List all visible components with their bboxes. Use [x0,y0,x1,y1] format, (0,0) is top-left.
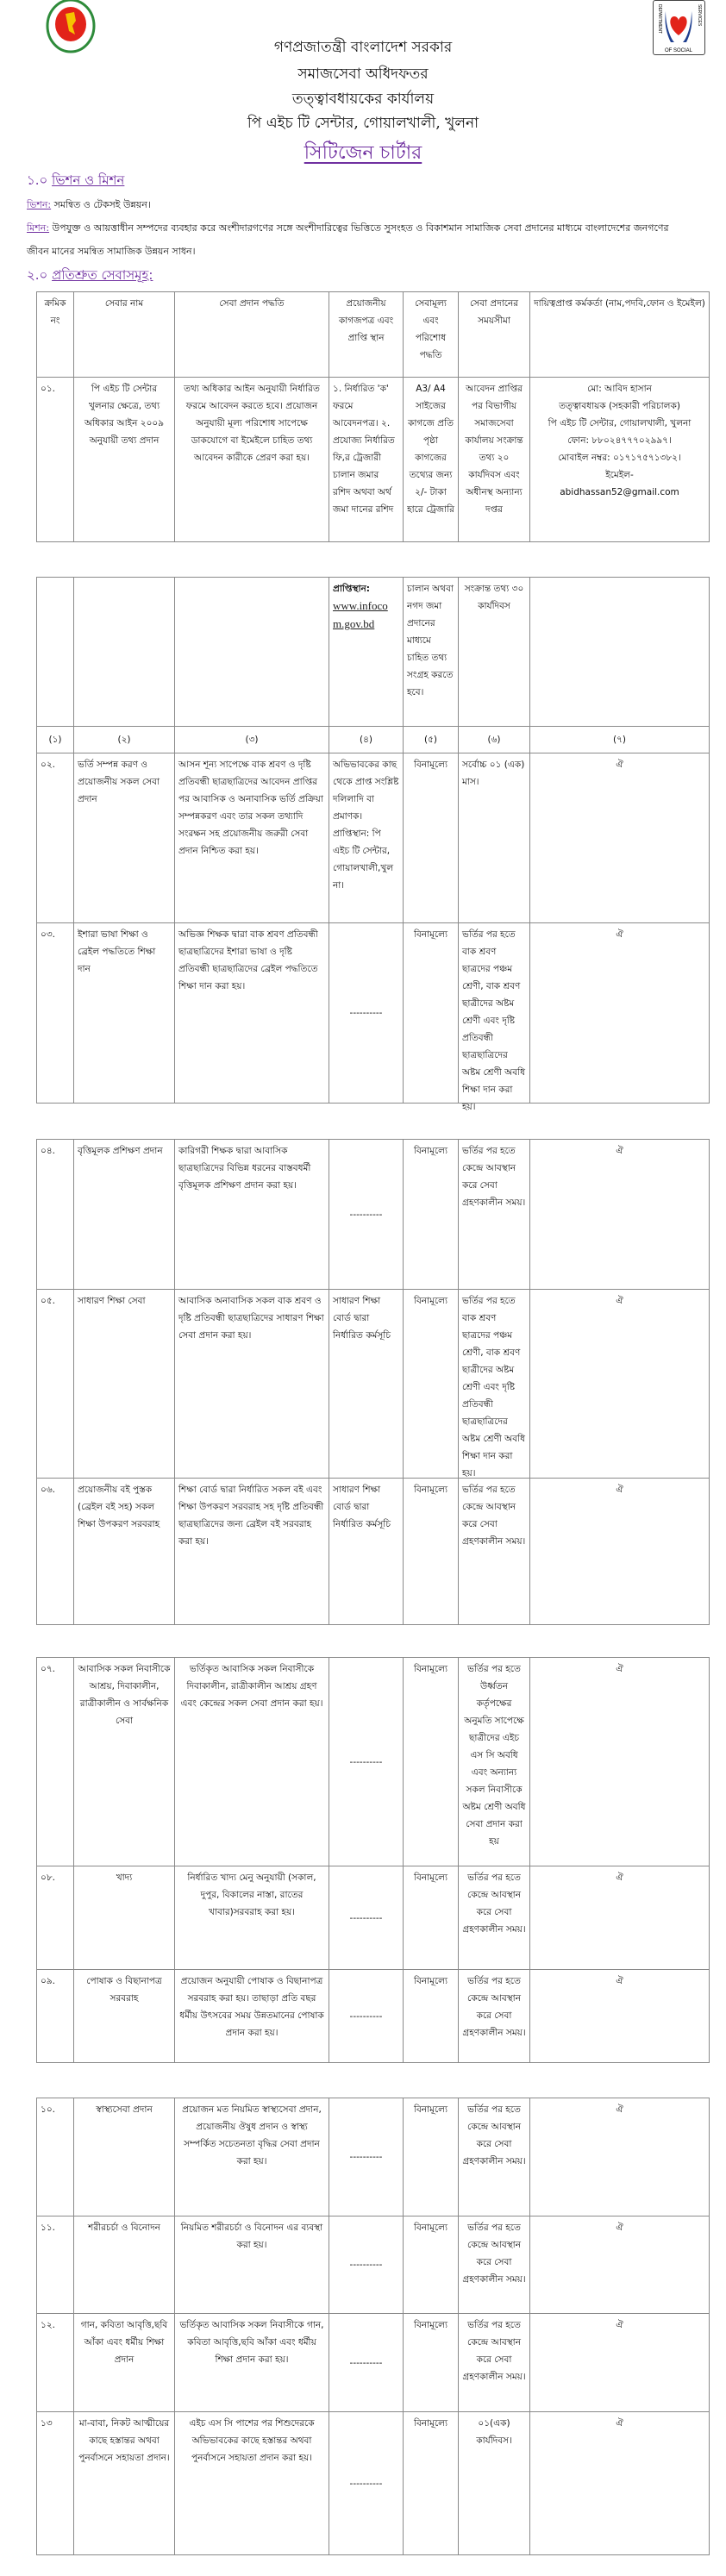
office-address: পি এইচ টি সেন্টার, গোয়ালখালী, খুলনা [247,115,479,132]
time-cell [459,753,530,923]
method-cell-content: তথ্য অধিকার আইন অনুযায়ী নির্ধারিত ফরমে আবেদন করতে হবে। প্রয়োজন অনুযায়ী মূল্য পরিশোধ সাপেক্ষে ডাকযোগে বা ইমেইলে চাহিত তথ্য আবেদন কারীকে প্রেরণ করা হয়। [184,384,320,463]
time-cell-content: ০১(এক) কার্যদিবস। [476,2418,512,2446]
column-number-content: (৫) [423,735,437,745]
sl-cell-content: ০৯. [41,1976,55,1986]
officer-mobile: মোবাইল নম্বর: ০১৭১৭৫৭১৩৮২। [558,453,681,463]
time-cell-content: ভর্তির পর হতে কেন্দ্রে আবস্থান করে সেবা গ্রহণকালীন সময়। [462,2104,526,2166]
method-cell [175,2412,329,2555]
empty-cell [37,578,74,727]
column-header [404,292,459,378]
officer-cell-content: ঐ [616,1146,623,1156]
docs-cell [329,378,404,542]
sl-cell [37,2216,74,2314]
time-cell-content: ভর্তির পর হতে কেন্দ্রে আবস্থান করে সেবা গ্রহণকালীন সময়। [462,2320,526,2382]
column-header [530,292,710,378]
method-cell [175,2314,329,2412]
empty-cell-content [74,578,174,726]
table-row [37,2216,710,2314]
officer-cell-content [530,378,709,541]
column-header [175,292,329,378]
name-cell-content: ইশারা ভাষা শিক্ষা ও ব্রেইল পদ্ধতিতে শিক্ষা দান [78,929,156,974]
name-cell [74,2216,175,2314]
method-cell-content: ভর্তিকৃত আবাসিক সকল নিবাসীকে দিবাকালীন, রাত্রীকালীন আশ্রয় গ্রহণ এবং কেন্দ্রের সকল সেবা প্রদান করা হয়। [180,1664,323,1709]
fee-cell [404,1479,459,1625]
time-cell-content: ভর্তির পর হতে বাক শ্রবণ ছাত্রদের পঞ্চম শ্রেণী, বাক শ্রবণ ছাত্রীদের অষ্টম শ্রেণী এবং দৃষ্টি প্রতিবন্ধী ছাত্রছাত্রিদের অষ্টম শ্রেণী অবধি শিক্ষা দান করা হয়। [462,929,525,1112]
time-cell [459,578,530,727]
docs-cell [329,2098,404,2216]
time-cell [459,2098,530,2216]
docs-cell-content: ---------- [349,1008,383,1018]
method-cell-content: প্রয়োজন মত নিয়মিত স্বাস্থ্যসেবা প্রদান, প্রয়োজনীয় ঔষুধ প্রদান ও স্বাস্থ্য সম্পর্কিত সচেতনতা বৃদ্ধির সেবা প্রদান করা হয়। [182,2104,322,2166]
sl-cell-content: ১১. [41,2223,55,2233]
time-cell-content: ভর্তির পর হতে উর্ধ্বতন কর্তৃপক্ষের অনুমতি সাপেক্ষে ছাত্রীদের এইচ এস সি অবধি এবং অন্যান্য সকল নিবাসীকে অষ্টম শ্রেণী অবধি সেবা প্রদান করা হয় [462,1664,526,1847]
name-cell-content: পোষাক ও বিছানাপত্র সরবরাহ [86,1976,162,2004]
empty-cell [530,578,710,727]
svg-text:SERVICES: SERVICES [697,4,702,27]
name-cell [74,1866,175,1970]
officer-address: পি এইচ টি সেন্টার, গোয়ালখালী, খুলনা [548,418,692,428]
name-cell [74,1290,175,1479]
time-cell [459,1866,530,1970]
name-cell-content: বৃত্তিমূলক প্রশিক্ষণ প্রদান [78,1146,163,1156]
vision-text: সমন্বিত ও টেকসই উন্নয়ন। [53,199,151,210]
empty-cell [74,578,175,727]
officer-cell-content: ঐ [616,1296,623,1306]
table-header-row [37,292,710,378]
sl-cell [37,1658,74,1866]
services-table [36,1139,710,1625]
table-row [37,378,710,542]
method-cell-content: নির্ধারিত খাদ্য মেনু অনুযায়ী (সকাল, দুপুর, বিকালের নাস্তা, রাতের খাবার)সরবরাহ করা হয়। [187,1873,316,1917]
table-row [37,1866,710,1970]
name-cell-content: মা-বাবা, নিকট আত্মীয়ের কাছে হস্তান্তর অথবা পুনর্বাসনে সহায়তা প্রদান। [78,2418,170,2463]
fee-cell [404,1658,459,1866]
fee-cell [404,2314,459,2412]
name-cell [74,378,175,542]
name-cell [74,2412,175,2555]
sl-cell [37,378,74,542]
name-cell [74,1970,175,2063]
sl-cell-content: ০৬. [41,1485,55,1495]
time-cell [459,378,530,542]
column-header-content: দায়িত্বপ্রাপ্ত কর্মকর্তা (নাম,পদবি,ফোন ও ইমেইল) [534,298,705,309]
column-header-content: সেবা প্রদান পদ্ধতি [219,298,285,309]
docs-cell [329,2412,404,2555]
officer-cell [530,753,710,923]
column-number [329,727,404,753]
officer-cell-content: ঐ [616,929,623,940]
fee-cell-content: বিনামূল্যে [413,1976,448,1986]
officer-cell [530,2216,710,2314]
time-cell-content: সংক্রান্ত তথ্য ৩০ কার্যদিবস [464,584,524,611]
column-number-content: (২) [117,735,131,745]
docs-cell-content [329,578,403,726]
mission-label: মিশন: [27,222,50,234]
docs-cell [329,1140,404,1290]
officer-cell [530,2412,710,2555]
officer-cell [530,923,710,1104]
name-cell [74,2314,175,2412]
method-cell [175,1479,329,1625]
section-title: প্রতিশ্রুত সেবাসমূহ: [52,267,153,283]
officer-cell [530,1866,710,1970]
fee-cell [404,753,459,923]
method-cell-content: আসন শূন্য সাপেক্ষে বাক শ্রবণ ও দৃষ্টি প্রতিবন্ধী ছাত্রছাত্রিদের আবেদন প্রাপ্তির পর আবাসিক ও অনাবাসিক ভর্তি প্রক্রিয়া সম্পন্নকরণ এবং তার সকল তথ্যাদি সংরক্ষন সহ প্রয়োজনীয় জরুরী সেবা প্রদান নিশ্চিত করা হয়। [178,760,323,856]
name-cell-content: স্বাস্থ্যসেবা প্রদান [96,2104,153,2115]
section-title: ভিশন ও মিশন [52,172,125,188]
method-cell-content: শিক্ষা বোর্ড দ্বারা নির্ধারিত সকল বই এবং শিক্ষা উপকরণ সরবরাহ সহ দৃষ্টি প্রতিবন্ধী ছাত্রছাত্রিদের জন্য ব্রেইল বই সরবরাহ করা হয়। [178,1485,324,1547]
docs-cell [329,1970,404,2063]
page-title [0,138,726,170]
sl-cell-content: ১২. [41,2320,55,2330]
fee-cell-content: বিনামূল্যে [413,2104,448,2115]
table-row [37,1970,710,2063]
fee-cell [404,1140,459,1290]
officer-cell-content: ঐ [616,2223,623,2233]
time-cell-content: ভর্তির পর হতে কেন্দ্রে আবস্থান করে সেবা গ্রহণকালীন সময়। [462,1146,526,1208]
table-row-continued [37,578,710,727]
docs-cell [329,578,404,727]
docs-cell-content: ---------- [349,2260,383,2270]
sl-cell-content: ০৪. [41,1146,55,1156]
officer-cell [530,1290,710,1479]
column-number [175,727,329,753]
sl-cell-content: ০২. [41,760,55,770]
name-cell-content: খাদ্য [116,1873,133,1883]
table-row [37,923,710,1104]
docs-cell-content: ---------- [349,2357,383,2368]
docs-cell-content: ১. নির্ধারিত 'ক' ফরমে আবেদনপত্র। ২. প্রযোজ্য নির্ধারিত ফি,র ট্রেজারী চালান জমার রশিদ অথবা অর্থ জমা দানের রশিদ [333,384,395,515]
fee-cell [404,923,459,1104]
method-cell [175,1970,329,2063]
sl-cell-content: ০৮. [41,1873,55,1883]
name-cell [74,1479,175,1625]
method-cell-content: কারিগরী শিক্ষক দ্বারা আবাসিক ছাত্রছাত্রিদের বিভিন্ন ধরনের বাস্তবধর্মী বৃত্তিমূলক প্রশিক্ষণ প্রদান করা হয়। [178,1146,311,1191]
table-row [37,2098,710,2216]
time-cell-content: ভর্তির পর হতে বাক শ্রবণ ছাত্রদের পঞ্চম শ্রেণী, বাক শ্রবণ ছাত্রীদের অষ্টম শ্রেণী এবং দৃষ্টি প্রতিবন্ধী ছাত্রছাত্রিদের অষ্টম শ্রেণী অবধি শিক্ষা দান করা হয়। [462,1296,525,1479]
fee-cell [404,2098,459,2216]
fee-cell-content: বিনামূল্যে [413,929,448,940]
fee-cell [404,1970,459,2063]
docs-cell [329,1290,404,1479]
name-cell-content: পি এইচ টি সেন্টার খুলনার ক্ষেত্রে, তথ্য অধিকার আইন ২০০৯ অনুযায়ী তথ্য প্রদান [84,384,165,446]
time-cell-content: ভর্তির পর হতে কেন্দ্রে আবস্থান করে সেবা গ্রহণকালীন সময়। [462,2223,526,2285]
name-cell-content: গান, কবিতা আবৃত্তি,ছবি আঁকা এবং ধর্মীয় শিক্ষা প্রদান [80,2320,168,2365]
column-header [37,292,74,378]
method-cell [175,1866,329,1970]
table-row [37,1479,710,1625]
name-cell-content: সাধারণ শিক্ষা সেবা [78,1296,146,1306]
time-cell-content: সর্বোচ্চ ০১ (এক) মাস। [462,760,525,787]
table-row [37,753,710,923]
mission-paragraph [27,216,682,263]
docs-cell [329,2314,404,2412]
officer-cell-content: ঐ [616,1664,623,1674]
method-cell [175,2098,329,2216]
docs-cell [329,753,404,923]
fee-cell-content: বিনামূল্যে [413,1873,448,1883]
officer-name: মো: আবিদ হাসান [587,384,652,394]
time-cell [459,2216,530,2314]
sl-cell [37,1479,74,1625]
column-number-content: (১) [48,735,62,745]
fee-cell-content: বিনামূল্যে [413,1664,448,1674]
fee-cell [404,378,459,542]
method-cell-content: প্রয়োজন অনুযায়ী পোষাক ও বিছানাপত্র সরবরাহ করা হয়। তাছাড়া প্রতি বছর ধর্মীয় উৎসবের সময় উন্নতমানের পোষাক প্রদান করা হয়। [179,1976,324,2038]
vision-label: ভিশন: [27,199,52,210]
table-row [37,2314,710,2412]
officer-cell-content: ঐ [616,2320,623,2330]
docs-cell [329,1479,404,1625]
name-cell [74,753,175,923]
name-cell [74,2098,175,2216]
docs-cell-content: ---------- [349,1756,383,1767]
name-cell-content: শরীরচর্চা ও বিনোদন [88,2223,160,2233]
mission-text: উপযুক্ত ও আয়ত্তাধীন সম্পদের ব্যবহার করে অংশীদারগণের সঙ্গে অংশীদারিত্বের ভিত্তিতে সুসংহত ও বিকাশমান সামাজিক সেবা প্রদানের মাধ্যমে বাংলাদেশের জনগণের জীবন মানের সমন্বিত সামাজিক উন্নয়ন সাধন। [27,222,669,257]
sl-cell-content: ১৩ [41,2418,53,2429]
method-cell [175,1140,329,1290]
officer-email: abidhassan52@gmail.com [560,487,679,497]
infocom-link[interactable]: www.infocom.gov.bd [333,599,388,630]
column-header [459,292,530,378]
officer-email-label: ইমেইল- [605,470,634,480]
officer-cell-content: ঐ [616,2418,623,2429]
time-cell [459,1479,530,1625]
method-cell [175,1290,329,1479]
section-number: ২.০ [27,267,48,283]
sl-cell-content: ১০. [41,2104,55,2115]
sl-cell-content: ০৫. [41,1296,55,1306]
fee-cell-content: চালান অথবা নগদ জমা প্রদানের মাধ্যমে চাহিত তথ্য সংগ্রহ করতে হবে। [407,584,454,697]
method-cell [175,1658,329,1866]
method-cell [175,923,329,1104]
officer-cell [530,1479,710,1625]
time-cell [459,1290,530,1479]
fee-cell [404,1866,459,1970]
time-cell [459,1970,530,2063]
time-cell [459,923,530,1112]
empty-cell [175,578,329,727]
officer-cell [530,1140,710,1290]
fee-cell [404,1290,459,1479]
table-row [37,2412,710,2555]
vision-paragraph [27,193,682,216]
table-row [37,1140,710,1290]
column-number [37,727,74,753]
sl-cell [37,2412,74,2555]
fee-cell-content: বিনামূল্যে [413,2320,448,2330]
time-cell [459,2314,530,2412]
officer-cell-content: ঐ [616,1485,623,1495]
sl-cell [37,923,74,1104]
services-table [36,2098,710,2555]
officer-cell [530,1658,710,1866]
column-number-content: (৪) [359,735,372,745]
officer-cell [530,2098,710,2216]
name-cell [74,923,175,1104]
method-cell-content: অভিজ্ঞ শিক্ষক দ্বারা বাক শ্রবণ প্রতিবন্ধী ছাত্রছাত্রিদের ইশারা ভাষা ও দৃষ্টি প্রতিবন্ধী ছাত্রছাত্রিদের ব্রেইল পদ্ধতিতে শিক্ষা দান করা হয়। [178,929,318,991]
docs-cell-content: অভিভাবকের কাছ থেকে প্রাপ্ত সংশ্লিষ্ট দলিলাদি বা প্রমাণক। প্রাপ্তিস্থান: পি এইচ টি সেন্টার, গোয়ালখালী,খুলনা। [333,760,399,891]
column-number-content: (৭) [612,735,627,745]
services-table [36,1657,710,2063]
name-cell-content: ভর্তি সম্পন্ন করণ ও প্রয়োজনীয় সকল সেবা প্রদান [78,760,160,804]
column-number-content: (৬) [487,735,501,745]
docs-cell [329,1658,404,1866]
sl-cell-content: ০১. [41,384,55,394]
sl-cell [37,2314,74,2412]
sl-cell [37,753,74,923]
fee-cell-content: বিনামূল্যে [413,2418,448,2429]
office-name: তত্ত্বাবধায়কের কার্যালয় [291,91,435,108]
sl-cell [37,1970,74,2063]
method-cell-content: আবাসিক অনাবাসিক সকল বাক শ্রবণ ও দৃষ্টি প্রতিবন্ধী ছাত্রছাত্রিদের সাধারণ শিক্ষা সেবা প্রদান করা হয়। [178,1296,324,1341]
empty-cell-content [530,578,709,726]
name-cell-content: আবাসিক সকল নিবাসীকে আশ্রয়, দিবাকালীন, রাত্রীকালীন ও সার্বক্ষনিক সেবা [78,1664,171,1726]
column-number [530,727,710,753]
directorate-name: সমাজসেবা অধিদফতর [297,66,429,83]
column-header [74,292,175,378]
method-cell [175,378,329,542]
empty-cell-content [175,578,329,726]
officer-cell-content: ঐ [616,1976,623,1986]
services-heading [27,266,153,287]
time-cell [459,1140,530,1290]
name-cell [74,1140,175,1290]
docs-cell [329,2216,404,2314]
sl-cell-content: ০৩. [41,929,55,940]
column-header [329,292,404,378]
docs-cell-content: ---------- [349,1209,383,1220]
column-number [459,727,530,753]
officer-cell [530,378,710,542]
sl-cell [37,1140,74,1290]
sl-cell [37,1866,74,1970]
method-cell-content: এইচ এস সি পাশের পর শিশুদেরকে অভিভাবকের কাছে হস্তান্তর অথবা পুনর্বাসনে সহায়তা প্রদান করা হয়। [189,2418,315,2463]
services-table [36,291,710,542]
docs-cell-content: ---------- [349,2478,383,2489]
docs-cell [329,1866,404,1970]
officer-cell [530,2314,710,2412]
sl-cell [37,1290,74,1479]
sl-cell-content: ০৭. [41,1664,55,1674]
docs-cell-content: ---------- [349,1912,383,1923]
column-number-content: (৩) [245,735,259,745]
docs-cell-content: ---------- [349,2010,383,2022]
docs-source-label: প্রাপ্তিস্থান: [333,584,370,594]
officer-designation: তত্ত্বাবধায়ক (সহকারী পরিচালক) [559,401,680,411]
services-table [36,577,710,1112]
fee-cell [404,2216,459,2314]
method-cell-content: নিয়মিত শরীরচর্চা ও বিনোদন এর ব্যবস্থা করা হয়। [180,2223,323,2250]
officer-phone: ফোন: ৮৮০২৪৭৭৭০২৯৯৭। [567,435,672,446]
column-number [404,727,459,753]
fee-cell [404,2412,459,2555]
time-cell [459,2412,530,2555]
column-header-content: সেবামূল্য এবং পরিশোধ পদ্ধতি [415,298,447,360]
fee-cell-content: বিনামূল্যে [413,2223,448,2233]
vision-mission-heading [27,171,124,192]
fee-cell-content: বিনামূল্যে [413,1296,448,1306]
column-header-content: সেবার নাম [104,298,144,309]
column-number-row [37,727,710,753]
time-cell [459,1658,530,1866]
sl-cell [37,2098,74,2216]
time-cell-content: ভর্তির পর হতে কেন্দ্রে আবস্থান করে সেবা গ্রহণকালীন সময়। [462,1485,526,1547]
svg-text:OF SOCIAL: OF SOCIAL [664,48,693,53]
method-cell-content: ভর্তিকৃত আবাসিক সকল নিবাসীকে গান, কবিতা আবৃত্তি,ছবি আঁকা এবং ধর্মীয় শিক্ষা প্রদান করা হয়। [179,2320,324,2365]
docs-cell-content: সাধারণ শিক্ষা বোর্ড দ্বারা নির্ধারিত কর্মসূচি [333,1296,391,1341]
fee-cell [404,578,459,727]
name-cell [74,1658,175,1866]
method-cell [175,2216,329,2314]
officer-cell-content: ঐ [616,2104,623,2115]
docs-cell-content: ---------- [349,2152,383,2162]
officer-cell [530,1970,710,2063]
column-header-content: প্রয়োজনীয় কাগজপত্র এবং প্রাপ্তি স্থান [338,298,394,343]
docs-cell-content: সাধারণ শিক্ষা বোর্ড দ্বারা নির্ধারিত কর্মসূচি [333,1485,391,1529]
table-row [37,1658,710,1866]
name-cell-content: প্রয়োজনীয় বই পুস্তক (ব্রেইল বই সহ) সকল শিক্ষা উপকরণ সরবরাহ [78,1485,160,1529]
fee-cell-content: বিনামূল্যে [413,760,448,770]
empty-cell-content [37,578,73,726]
section-number: ১.০ [27,172,48,188]
method-cell [175,753,329,923]
government-name: গণপ্রজাতন্ত্রী বাংলাদেশ সরকার [273,39,453,56]
time-cell-content: ভর্তির পর হতে কেন্দ্রে আবস্থান করে সেবা গ্রহণকালীন সময়। [462,1976,526,2038]
column-header-content: ক্রমিক নং [44,298,66,326]
column-header-content: সেবা প্রদানের সময়সীমা [469,298,519,326]
docs-cell [329,923,404,1104]
svg-text:DEPARTMENT: DEPARTMENT [657,4,662,34]
fee-cell-content: বিনামূল্যে [413,1485,448,1495]
column-number [74,727,175,753]
officer-cell-content: ঐ [616,760,623,770]
officer-cell-content: ঐ [616,1873,623,1883]
page-title-text: সিটিজেন চার্টার [304,142,422,164]
time-cell-content: ভর্তির পর হতে কেন্দ্রে আবস্থান করে সেবা গ্রহণকালীন সময়। [462,1873,526,1935]
fee-cell-content: A3/ A4 সাইজের কাগজে প্রতি পৃষ্ঠা কাগজের তথ্যের জন্য ২/- টাকা হারে ট্রেজারি [407,384,454,515]
fee-cell-content: বিনামূল্যে [413,1146,448,1156]
table-row [37,1290,710,1479]
time-cell-content: আবেদন প্রাপ্তির পর বিভাগীয় সমাজসেবা কার্যালয় সংক্রান্ত তথ্য ২০ কার্যদিবস এবং অধীনস্থ অন্যান্য দপ্তর [465,384,523,515]
